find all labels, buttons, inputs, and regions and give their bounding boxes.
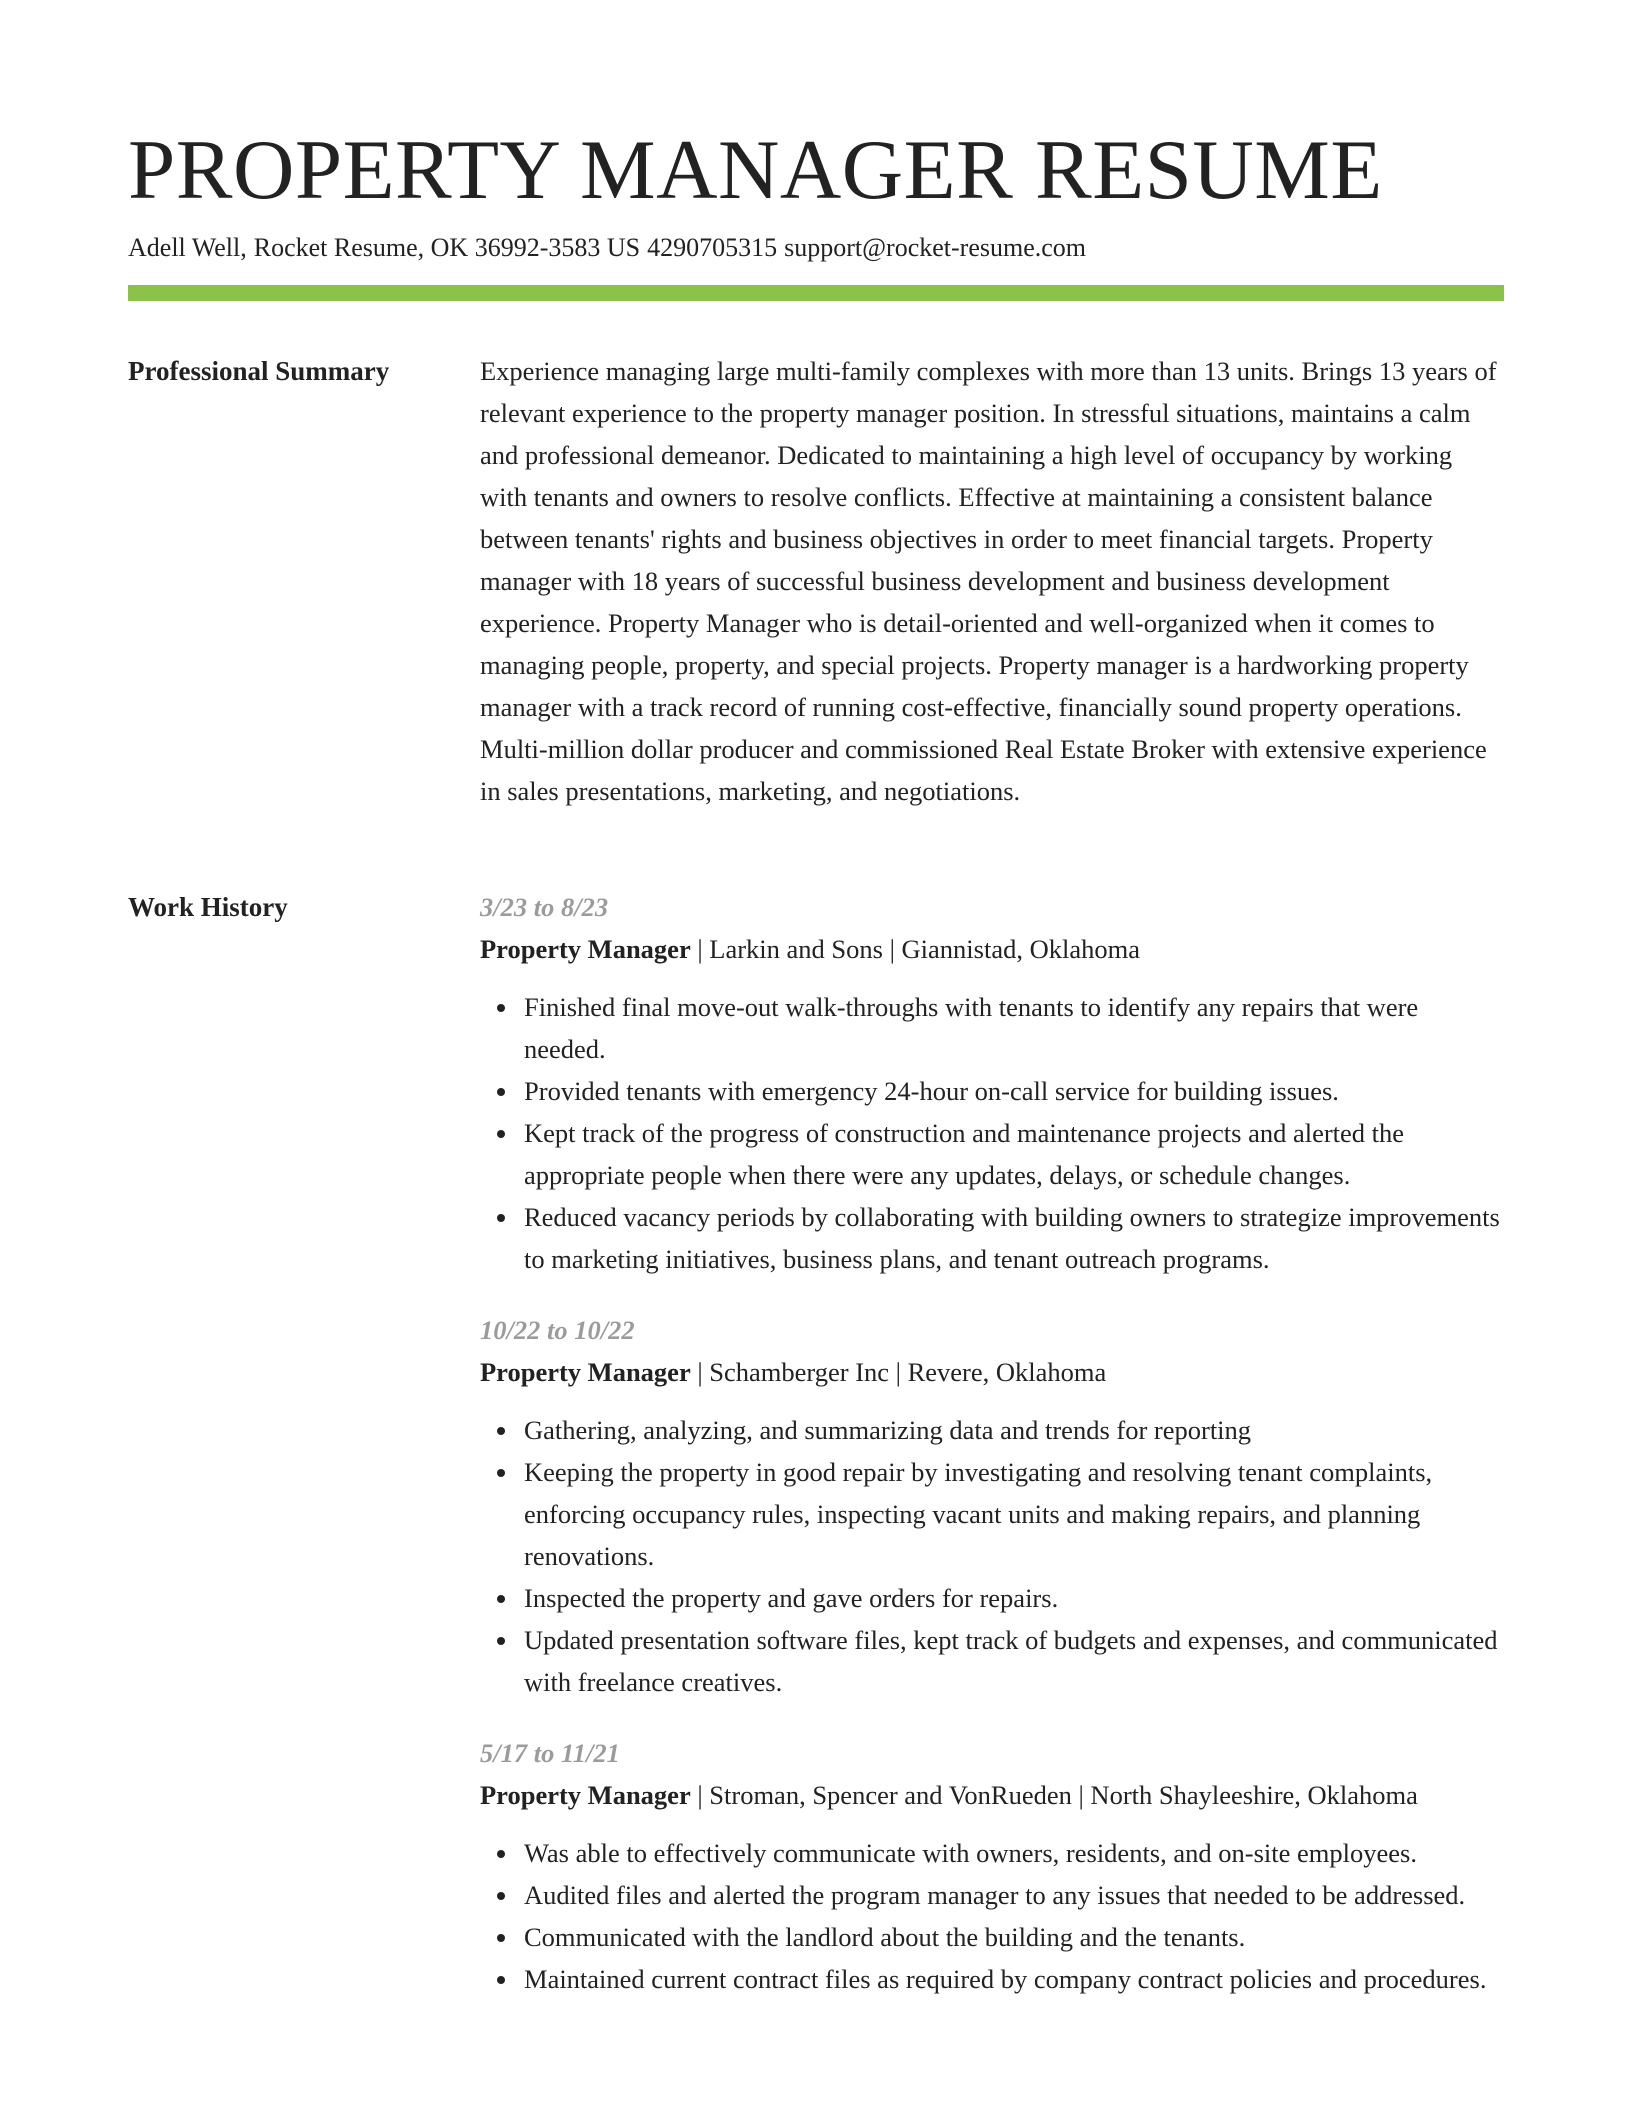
job-entry (480, 886, 1504, 1280)
job-entry (480, 1732, 1504, 2000)
section-heading-professional-summary: Professional Summary (128, 356, 390, 386)
contact-line (128, 230, 1086, 266)
job-bullet: Maintained current contract files as required by company contract policies and procedures. (524, 1958, 1504, 2000)
job-bullet: Audited files and alerted the program manager to any issues that needed to be addressed. (524, 1874, 1504, 1916)
job-bullet-list (480, 1409, 1504, 1703)
job-role: Property Manager (480, 1780, 691, 1810)
section-heading-work-history: Work History (128, 892, 288, 922)
resume-title: PROPERTY MANAGER RESUME (128, 123, 1383, 217)
job-bullet: Kept track of the progress of construction and maintenance projects and alerted the appropriate people when there were any updates, delays, or schedule changes. (524, 1112, 1504, 1196)
contact-phone: 4290705315 (647, 233, 778, 262)
job-bullet: Gathering, analyzing, and summarizing data and trends for reporting (524, 1409, 1504, 1451)
job-bullet: Reduced vacancy periods by collaborating with building owners to strategize improvements to marketing initiatives, business plans, and tenant outreach programs. (524, 1196, 1504, 1280)
job-title-line (480, 1774, 1504, 1816)
job-dates: 10/22 to 10/22 (480, 1315, 635, 1345)
job-bullet: Inspected the property and gave orders for repairs. (524, 1577, 1504, 1619)
job-bullet: Was able to effectively communicate with owners, residents, and on-site employees. (524, 1832, 1504, 1874)
job-bullet: Updated presentation software files, kept track of budgets and expenses, and communicated with freelance creatives. (524, 1619, 1504, 1703)
contact-email: support@rocket-resume.com (784, 233, 1087, 262)
job-employer-location: | Larkin and Sons | Giannistad, Oklahoma (690, 934, 1140, 964)
summary-text: Experience managing large multi-family complexes with more than 13 units. Brings 13 years of relevant experience to the property manager position. In stressful situations, maintains a calm and professional demeanor. Dedicated to maintaining a high level of occupancy by working with tenants and owners to resolve conflicts. Effective at maintaining a consistent balance between tenants' rights and business objectives in order to meet financial targets. Property manager with 18 years of successful business development and business development experience. Property Manager who is detail-oriented and well-organized when it comes to managing people, property, and special projects. Property manager is a hardworking property manager with a track record of running cost-effective, financially sound property operations. Multi-million dollar producer and commissioned Real Estate Broker with extensive experience in sales presentations, marketing, and negotiations. (480, 356, 1497, 806)
job-entry (480, 1309, 1504, 1703)
job-title-line (480, 1351, 1504, 1393)
job-bullet: Communicated with the landlord about the building and the tenants. (524, 1916, 1504, 1958)
professional-summary-body (480, 350, 1504, 812)
job-employer-location: | Schamberger Inc | Revere, Oklahoma (690, 1357, 1107, 1387)
contact-address: Rocket Resume, OK 36992-3583 US (253, 233, 641, 262)
job-bullet-list (480, 986, 1504, 1280)
work-history-body (480, 886, 1504, 2029)
job-dates: 5/17 to 11/21 (480, 1738, 620, 1768)
job-bullet: Keeping the property in good repair by investigating and resolving tenant complaints, enforcing occupancy rules, inspecting vacant units and making repairs, and planning renovations. (524, 1451, 1504, 1577)
contact-name: Adell Well, (128, 233, 247, 262)
job-employer-location: | Stroman, Spencer and VonRueden | North Shayleeshire, Oklahoma (690, 1780, 1418, 1810)
job-role: Property Manager (480, 934, 691, 964)
job-bullet-list (480, 1832, 1504, 2000)
job-bullet: Finished final move-out walk-throughs with tenants to identify any repairs that were needed. (524, 986, 1504, 1070)
header-divider (128, 285, 1504, 301)
job-role: Property Manager (480, 1357, 691, 1387)
job-title-line (480, 928, 1504, 970)
job-dates: 3/23 to 8/23 (480, 892, 609, 922)
job-bullet: Provided tenants with emergency 24-hour on-call service for building issues. (524, 1070, 1504, 1112)
